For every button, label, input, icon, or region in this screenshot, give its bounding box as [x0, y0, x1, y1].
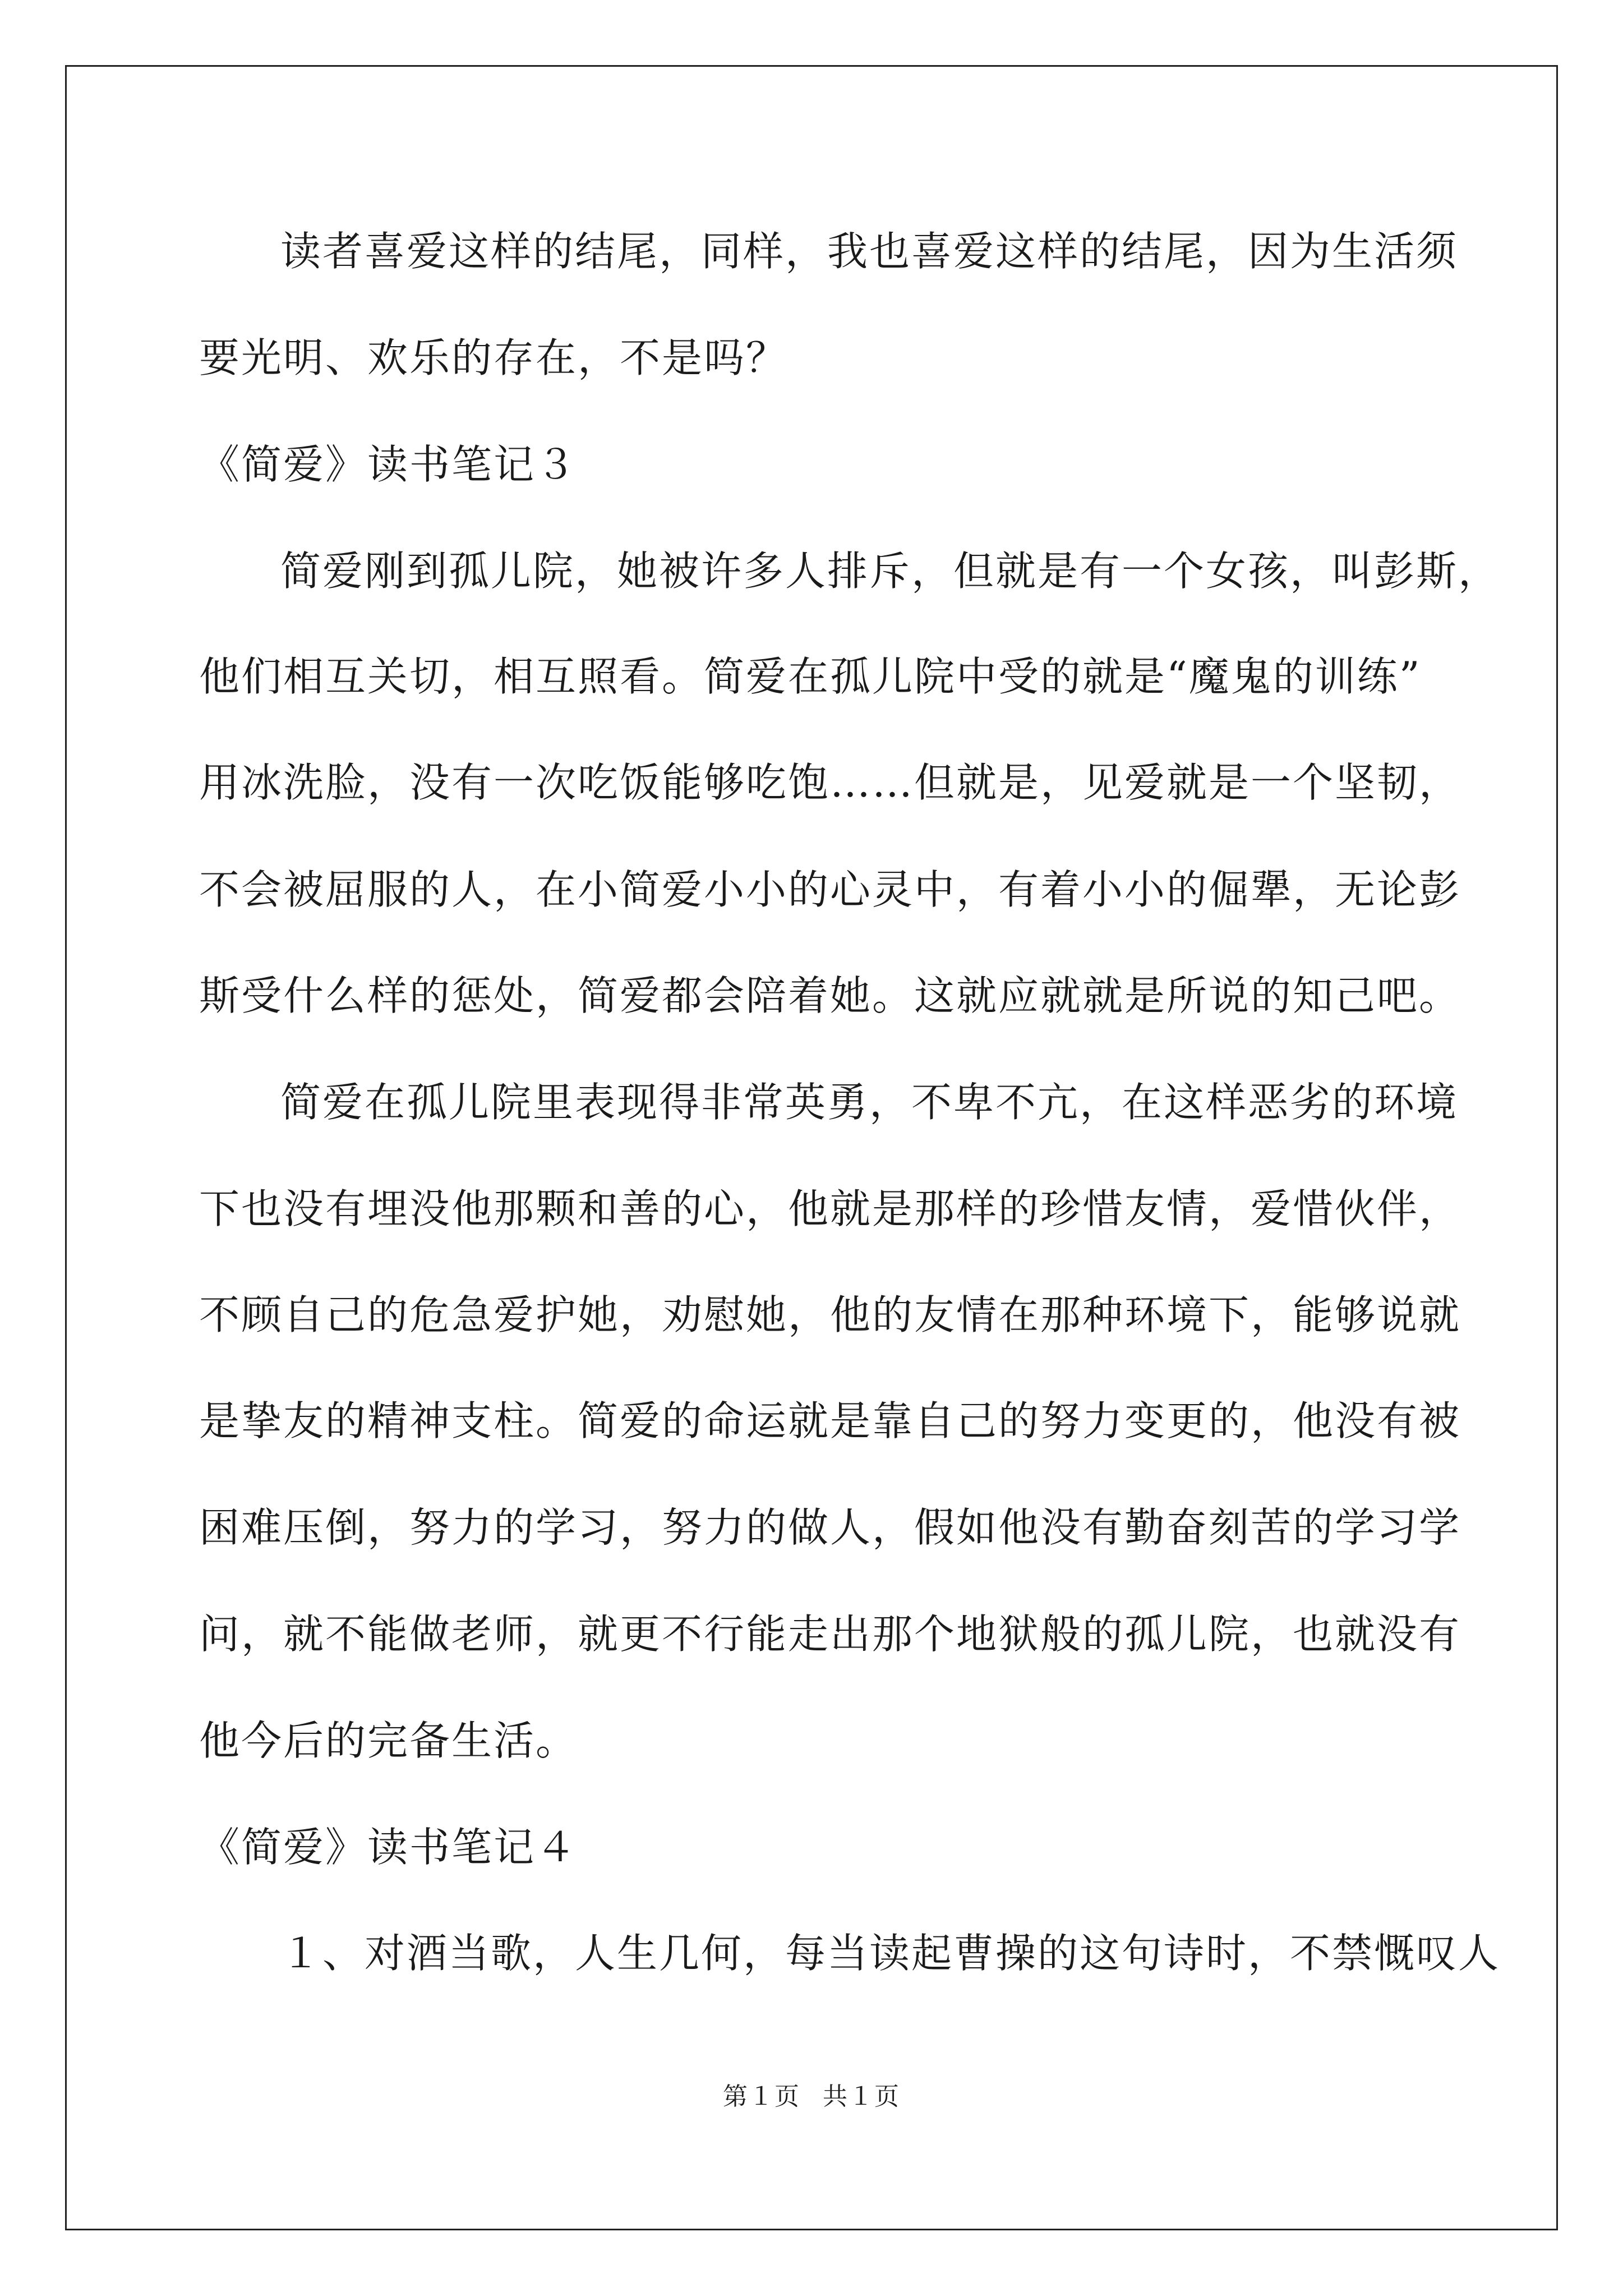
paragraph-line: 他们相互关切，相互照看。简爱在孤儿院中受的就是“魔鬼的训练”: [199, 653, 1422, 700]
section-heading: 《简爱》读书笔记３: [199, 441, 578, 488]
paragraph-line: 不会被屈服的人，在小简爱小小的心灵中，有着小小的倔犟，无论彭: [199, 866, 1461, 913]
paragraph-line: 下也没有埋没他那颗和善的心，他就是那样的珍惜友情，爱惜伙伴，: [199, 1185, 1461, 1232]
paragraph-line: 是挚友的精神支柱。简爱的命运就是靠自己的努力变更的，他没有被: [199, 1397, 1461, 1444]
paragraph-line: 简爱在孤儿院里表现得非常英勇，不卑不亢，在这样恶劣的环境: [280, 1079, 1459, 1126]
paragraph-line: １、对酒当歌，人生几何，每当读起曹操的这句诗时，不禁慨叹人: [280, 1930, 1501, 1977]
page-border: [65, 65, 1558, 2230]
paragraph-line: 困难压倒，努力的学习，努力的做人，假如他没有勤奋刻苦的学习学: [199, 1504, 1461, 1551]
page-number: 第１页: [723, 2082, 800, 2111]
paragraph-line: 不顾自己的危急爱护她，劝慰她，他的友情在那种环境下，能够说就: [199, 1291, 1461, 1338]
paragraph-line: 斯受什么样的惩处，简爱都会陪着她。这就应就就是所说的知己吧。: [199, 972, 1461, 1019]
paragraph-line: 要光明、欢乐的存在，不是吗？: [199, 334, 789, 381]
page-total: 共１页: [823, 2082, 900, 2111]
section-heading: 《简爱》读书笔记４: [199, 1824, 578, 1871]
paragraph-line: 读者喜爱这样的结尾，同样，我也喜爱这样的结尾，因为生活须: [280, 228, 1459, 275]
paragraph-line: 用冰洗脸，没有一次吃饭能够吃饱……但就是，见爱就是一个坚韧，: [199, 759, 1461, 806]
paragraph-line: 问，就不能做老师，就更不行能走出那个地狱般的孤儿院，也就没有: [199, 1611, 1461, 1658]
page-footer: [0, 2080, 1623, 2114]
paragraph-line: 他今后的完备生活。: [199, 1717, 578, 1764]
paragraph-line: 简爱刚到孤儿院，她被许多人排斥，但就是有一个女孩，叫彭斯，: [280, 547, 1501, 595]
